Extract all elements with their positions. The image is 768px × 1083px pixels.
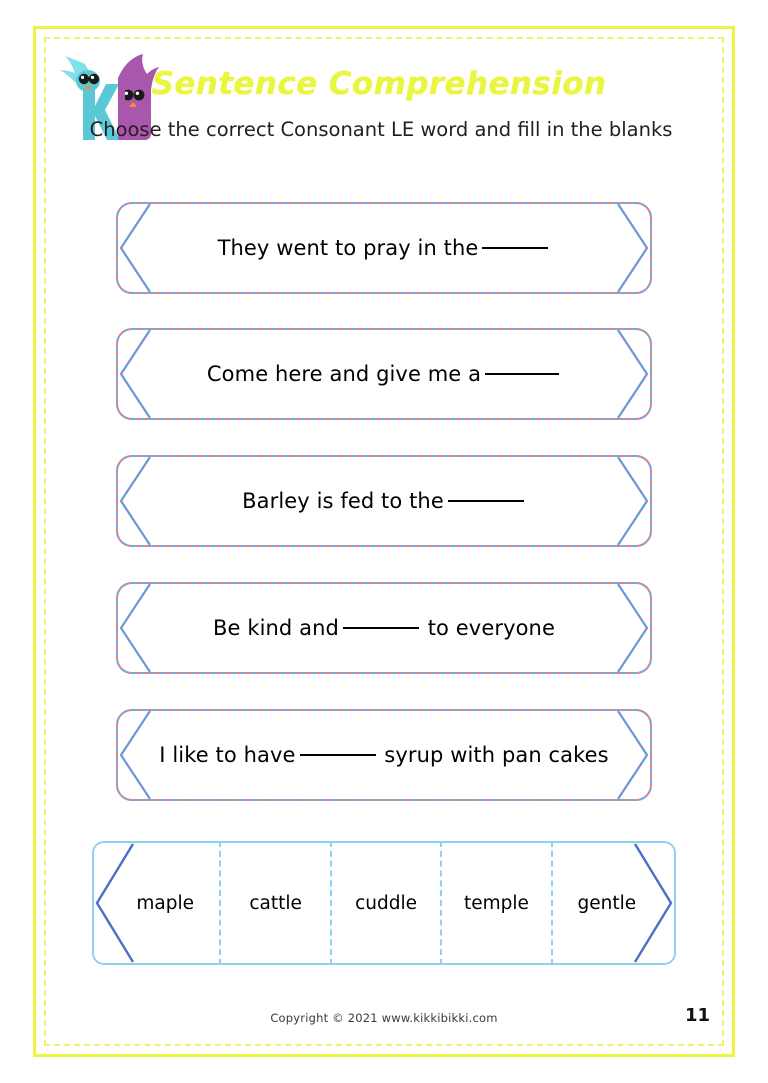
sentence-text-before: Barley is fed to the — [242, 489, 444, 513]
sentence-box[interactable] — [116, 455, 652, 547]
word-bank-item[interactable] — [220, 841, 330, 965]
answer-blank[interactable] — [343, 627, 419, 629]
sentence-text-before: Be kind and — [213, 616, 339, 640]
answer-blank[interactable] — [485, 373, 559, 375]
answer-blank[interactable] — [300, 754, 376, 756]
word-bank-label: maple — [136, 892, 195, 914]
page-title: Sentence Comprehension — [151, 66, 607, 102]
answer-blank[interactable] — [448, 500, 524, 502]
word-bank[interactable] — [92, 841, 676, 965]
word-bank-item[interactable] — [552, 841, 676, 965]
word-bank-item[interactable] — [331, 841, 441, 965]
sentence-box[interactable] — [116, 582, 652, 674]
sentence-text — [158, 202, 610, 294]
sentence-box[interactable] — [116, 202, 652, 294]
word-bank-label: cuddle — [355, 892, 417, 914]
word-bank-item[interactable] — [92, 841, 220, 965]
sentence-text-before: I like to have — [159, 743, 296, 767]
sentence-box[interactable] — [116, 328, 652, 420]
sentence-text-before: They went to pray in the — [217, 236, 479, 260]
copyright-notice: Copyright © 2021 www.kikkibikki.com — [270, 1011, 498, 1025]
sentence-text — [158, 455, 610, 547]
word-bank-cells — [92, 841, 676, 965]
answer-blank[interactable] — [482, 247, 548, 249]
word-bank-label: temple — [463, 892, 529, 914]
sentence-text — [158, 328, 610, 420]
sentence-text-after: to everyone — [427, 616, 555, 640]
sentence-text — [158, 582, 610, 674]
sentence-text — [158, 709, 610, 801]
sentence-box[interactable] — [116, 709, 652, 801]
word-bank-item[interactable] — [441, 841, 551, 965]
page-header — [44, 44, 724, 154]
sentence-text-before: Come here and give me a — [206, 362, 482, 386]
page-number: 11 — [684, 1005, 710, 1026]
sentence-text-after: syrup with pan cakes — [384, 743, 609, 767]
word-bank-label: cattle — [249, 892, 302, 914]
word-bank-label: gentle — [577, 892, 637, 914]
page-instructions: Choose the correct Consonant LE word and fill in the blanks — [89, 118, 673, 141]
